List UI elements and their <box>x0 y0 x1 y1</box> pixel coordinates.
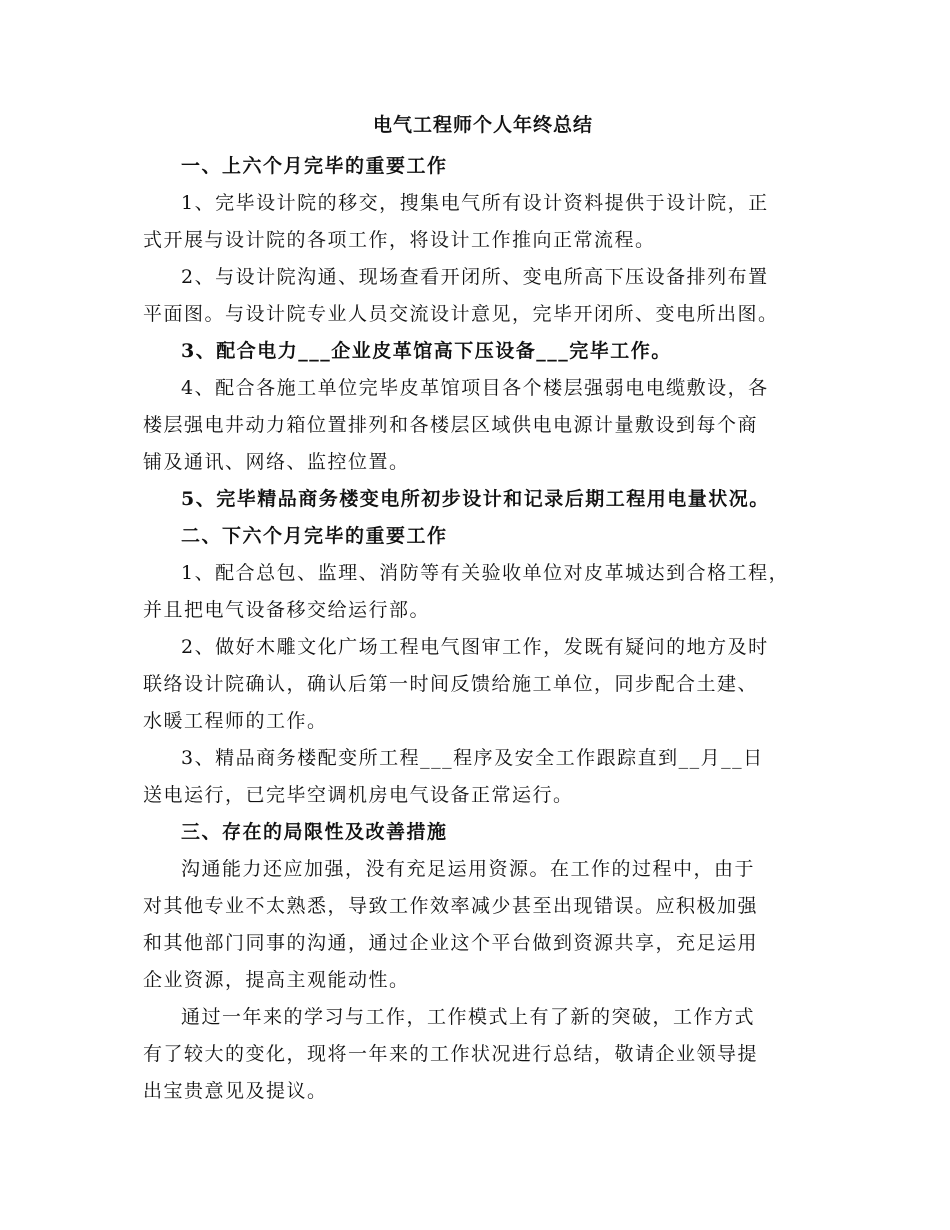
paragraph-line: 沟通能力还应加强，没有充足运用资源。在工作的过程中，由于 <box>181 858 756 880</box>
paragraph-line: 5、完毕精品商务楼变电所初步设计和记录后期工程用电量状况。 <box>181 488 770 510</box>
paragraph <box>143 740 823 814</box>
paragraph-line: 企业资源，提高主观能动性。 <box>143 969 410 991</box>
paragraph-line: 1、配合总包、监理、消防等有关验收单位对皮革城达到合格工程， <box>181 562 790 584</box>
paragraph <box>143 333 823 370</box>
paragraph-line: 对其他专业不太熟悉，导致工作效率减少甚至出现错误。应积极加强 <box>143 895 759 917</box>
paragraph-line: 1、完毕设计院的移交，搜集电气所有设计资料提供于设计院，正 <box>181 192 769 214</box>
paragraph <box>143 999 823 1110</box>
paragraph <box>143 481 823 518</box>
paragraph-line: 并且把电气设备移交给运行部。 <box>143 599 431 621</box>
paragraph-line: 3、配合电力___企业皮革馆高下压设备___完毕工作。 <box>181 340 672 362</box>
paragraph <box>143 259 823 333</box>
paragraph-line: 出宝贵意见及提议。 <box>143 1080 328 1102</box>
document-title: 电气工程师个人年终总结 <box>372 114 593 136</box>
paragraph-line: 通过一年来的学习与工作，工作模式上有了新的突破，工作方式 <box>181 1006 756 1028</box>
sections-container <box>143 148 823 1110</box>
paragraph-line: 楼层强电井动力箱位置排列和各楼层区域供电电源计量敷设到每个商 <box>143 414 759 436</box>
paragraph-line: 水暖工程师的工作。 <box>143 710 328 732</box>
paragraph-line: 有了较大的变化，现将一年来的工作状况进行总结，敬请企业领导提 <box>143 1043 759 1065</box>
paragraph-line: 2、与设计院沟通、现场查看开闭所、变电所高下压设备排列布置 <box>181 266 769 288</box>
paragraph-line: 和其他部门同事的沟通，通过企业这个平台做到资源共享，充足运用 <box>143 932 759 954</box>
paragraph <box>143 555 823 629</box>
paragraph-line: 式开展与设计院的各项工作，将设计工作推向正常流程。 <box>143 229 656 251</box>
document-body <box>143 112 823 1110</box>
paragraph <box>143 185 823 259</box>
paragraph <box>143 851 823 999</box>
paragraph <box>143 629 823 740</box>
paragraph-line: 送电运行，已完毕空调机房电气设备正常运行。 <box>143 784 574 806</box>
paragraph-line: 联络设计院确认，确认后第一时间反馈给施工单位，同步配合土建、 <box>143 673 759 695</box>
section-heading: 一、上六个月完毕的重要工作 <box>181 155 448 177</box>
paragraph <box>143 370 823 481</box>
paragraph-line: 铺及通讯、网络、监控位置。 <box>143 451 410 473</box>
section-heading: 三、存在的局限性及改善措施 <box>181 821 448 843</box>
paragraph-line: 4、配合各施工单位完毕皮革馆项目各个楼层强弱电电缆敷设，各 <box>181 377 769 399</box>
paragraph-line: 3、精品商务楼配变所工程___程序及安全工作跟踪直到__月__日 <box>181 747 764 769</box>
section-heading: 二、下六个月完毕的重要工作 <box>181 525 448 547</box>
paragraph-line: 平面图。与设计院专业人员交流设计意见，完毕开闭所、变电所出图。 <box>143 303 779 325</box>
paragraph-line: 2、做好木雕文化广场工程电气图审工作，发既有疑问的地方及时 <box>181 636 769 658</box>
